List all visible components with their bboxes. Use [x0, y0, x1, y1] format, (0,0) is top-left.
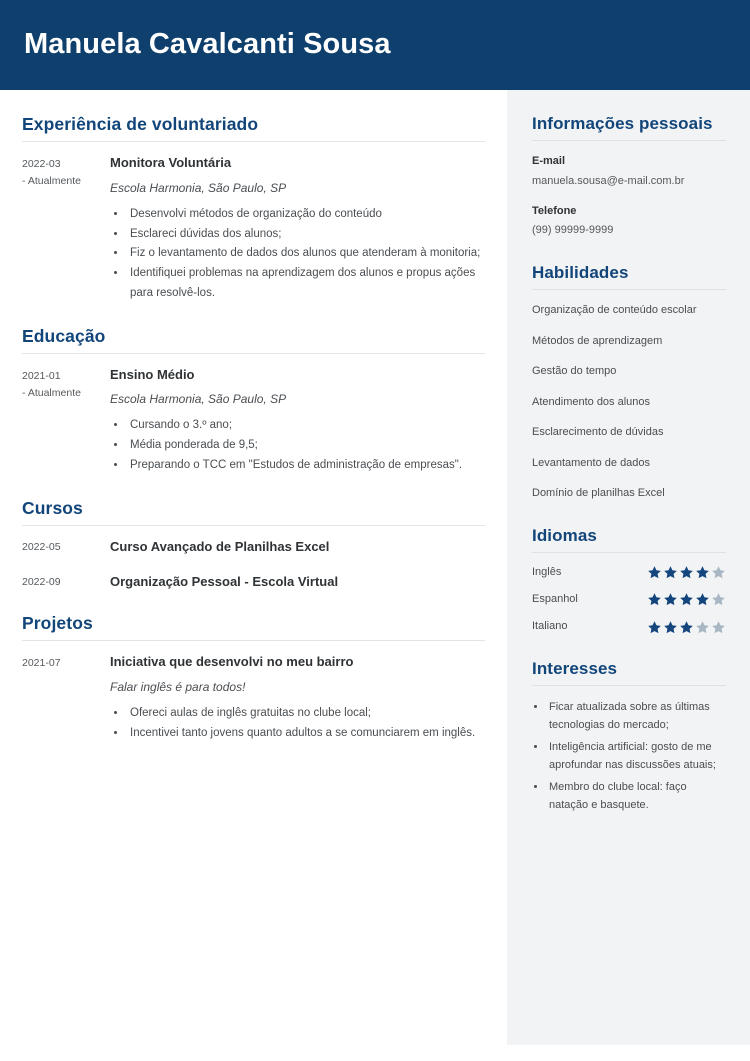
language-rating	[647, 620, 726, 635]
personal-info-value: manuela.sousa@e-mail.com.br	[532, 174, 685, 187]
entry-body	[108, 366, 485, 476]
entry-bullet-list	[110, 205, 485, 304]
entry-row	[22, 653, 485, 743]
language-rating	[647, 565, 726, 580]
personal-info-label: E-mail	[532, 155, 566, 167]
skills-list	[532, 302, 726, 502]
entry-date	[22, 366, 108, 403]
entry-title: Iniciativa que desenvolvi no meu bairro	[110, 654, 354, 670]
star-empty-icon	[695, 620, 710, 635]
language-row	[532, 592, 726, 607]
entry-date-start: 2022-05	[22, 540, 61, 553]
entry-bullet: • Preparando o TCC em "Estudos de administração de empresas".	[127, 456, 485, 476]
entry-body	[108, 538, 485, 556]
section-interests	[532, 659, 726, 815]
entry-date-start: 2022-03	[22, 158, 61, 170]
entry-date	[22, 573, 108, 591]
section-divider	[22, 353, 485, 354]
entry-subtitle: Escola Harmonia, São Paulo, SP	[110, 392, 287, 407]
section-skills	[532, 263, 726, 502]
star-filled-icon	[647, 592, 662, 607]
entry-date-start: 2021-01	[22, 369, 61, 382]
entry-row	[22, 154, 485, 304]
interest-item: • Inteligência artificial: gosto de me aprofundar nas discussões atuais;	[547, 738, 726, 775]
language-rating	[647, 592, 726, 607]
language-row	[532, 619, 726, 634]
personal-info-value: (99) 99999-9999	[532, 224, 614, 237]
entry-bullet: • Cursando o 3.º ano;	[127, 416, 485, 436]
entry-date	[22, 154, 108, 191]
entry-bullet: • Ofereci aulas de inglês gratuitas no clube local;	[127, 704, 485, 724]
sidebar-column	[507, 90, 750, 1045]
entry-body	[108, 573, 485, 591]
personal-info-field	[532, 203, 726, 240]
interest-item: • Membro do clube local: faço natação e basquete.	[547, 778, 726, 815]
section-divider	[22, 525, 485, 526]
section-title: Cursos	[22, 497, 83, 518]
entry-row	[22, 573, 485, 591]
entry-row	[22, 366, 485, 476]
entry-body	[108, 154, 485, 304]
section-languages	[532, 526, 726, 635]
languages-list	[532, 565, 726, 635]
section-divider	[22, 640, 485, 641]
section-divider	[532, 685, 726, 686]
language-row	[532, 565, 726, 580]
section-title-languages: Idiomas	[532, 525, 597, 545]
entry-bullet: • Média ponderada de 9,5;	[127, 436, 485, 456]
star-filled-icon	[647, 565, 662, 580]
language-name: Espanhol	[532, 592, 578, 605]
section-title: Projetos	[22, 613, 93, 634]
section-4	[22, 613, 485, 743]
entry-date-start: 2022-09	[22, 575, 61, 588]
entry-bullet-list	[110, 704, 485, 744]
entry-row	[22, 538, 485, 556]
entry-date-start: 2021-07	[22, 657, 61, 670]
entry-title: Curso Avançado de Planilhas Excel	[110, 538, 330, 554]
entry-title: Ensino Médio	[110, 366, 195, 382]
star-empty-icon	[711, 620, 726, 635]
entry-subtitle: Escola Harmonia, São Paulo, SP	[110, 180, 287, 195]
entry-date-end: - Atualmente	[22, 175, 81, 188]
entry-date-end: - Atualmente	[22, 386, 81, 399]
section-personal-info	[532, 114, 726, 239]
skill-item: Organização de conteúdo escolar	[532, 304, 697, 317]
star-filled-icon	[663, 592, 678, 607]
entry-title: Organização Pessoal - Escola Virtual	[110, 573, 339, 589]
resume-body	[0, 90, 750, 1045]
entry-date	[22, 653, 108, 672]
language-name: Italiano	[532, 620, 568, 633]
section-divider	[532, 140, 726, 141]
personal-info-field	[532, 153, 726, 190]
section-divider	[22, 141, 485, 142]
interest-item: • Ficar atualizada sobre as últimas tecnologias do mercado;	[547, 698, 726, 735]
section-title-skills: Habilidades	[532, 263, 629, 283]
skill-item: Esclarecimento de dúvidas	[532, 426, 664, 439]
star-empty-icon	[711, 592, 726, 607]
skill-item: Métodos de aprendizagem	[532, 334, 663, 347]
entry-bullet-list	[110, 416, 485, 475]
section-divider	[532, 289, 726, 290]
star-filled-icon	[695, 592, 710, 607]
entry-bullet: • Incentivei tanto jovens quanto adultos a se comunciarem em inglês.	[127, 724, 485, 744]
entry-bullet: • Esclareci dúvidas dos alunos;	[127, 225, 485, 245]
star-filled-icon	[663, 565, 678, 580]
skill-item: Atendimento dos alunos	[532, 395, 651, 408]
language-name: Inglês	[532, 565, 562, 578]
star-filled-icon	[679, 592, 694, 607]
entry-bullet: • Desenvolvi métodos de organização do conteúdo	[127, 205, 485, 225]
star-filled-icon	[679, 620, 694, 635]
main-column	[0, 90, 507, 1045]
section-title-personal-info: Informações pessoais	[532, 114, 713, 133]
personal-info-fields	[532, 153, 726, 239]
section-title: Educação	[22, 325, 106, 346]
star-filled-icon	[679, 565, 694, 580]
resume-header-banner	[0, 0, 750, 90]
skill-item: Levantamento de dados	[532, 456, 651, 469]
entry-subtitle: Falar inglês é para todos!	[110, 679, 246, 694]
entry-title: Monitora Voluntária	[110, 155, 232, 170]
candidate-name: Manuela Cavalcanti Sousa	[24, 28, 391, 61]
star-filled-icon	[647, 620, 662, 635]
entry-bullet: • Fiz o levantamento de dados dos alunos que atenderam à monitoria;	[127, 244, 485, 264]
personal-info-label: Telefone	[532, 204, 577, 217]
section-1	[22, 114, 485, 304]
interests-list	[532, 698, 726, 815]
star-filled-icon	[695, 565, 710, 580]
section-3	[22, 498, 485, 592]
skill-item: Domínio de planilhas Excel	[532, 487, 665, 500]
entry-bullet: • Identifiquei problemas na aprendizagem dos alunos e propus ações para resolvê-los.	[127, 264, 485, 304]
skill-item: Gestão do tempo	[532, 365, 617, 378]
star-empty-icon	[711, 565, 726, 580]
section-title: Experiência de voluntariado	[22, 114, 259, 134]
section-title-interests: Interesses	[532, 658, 618, 678]
section-divider	[532, 552, 726, 553]
section-2	[22, 326, 485, 476]
entry-date	[22, 538, 108, 556]
star-filled-icon	[663, 620, 678, 635]
entry-body	[108, 653, 485, 743]
